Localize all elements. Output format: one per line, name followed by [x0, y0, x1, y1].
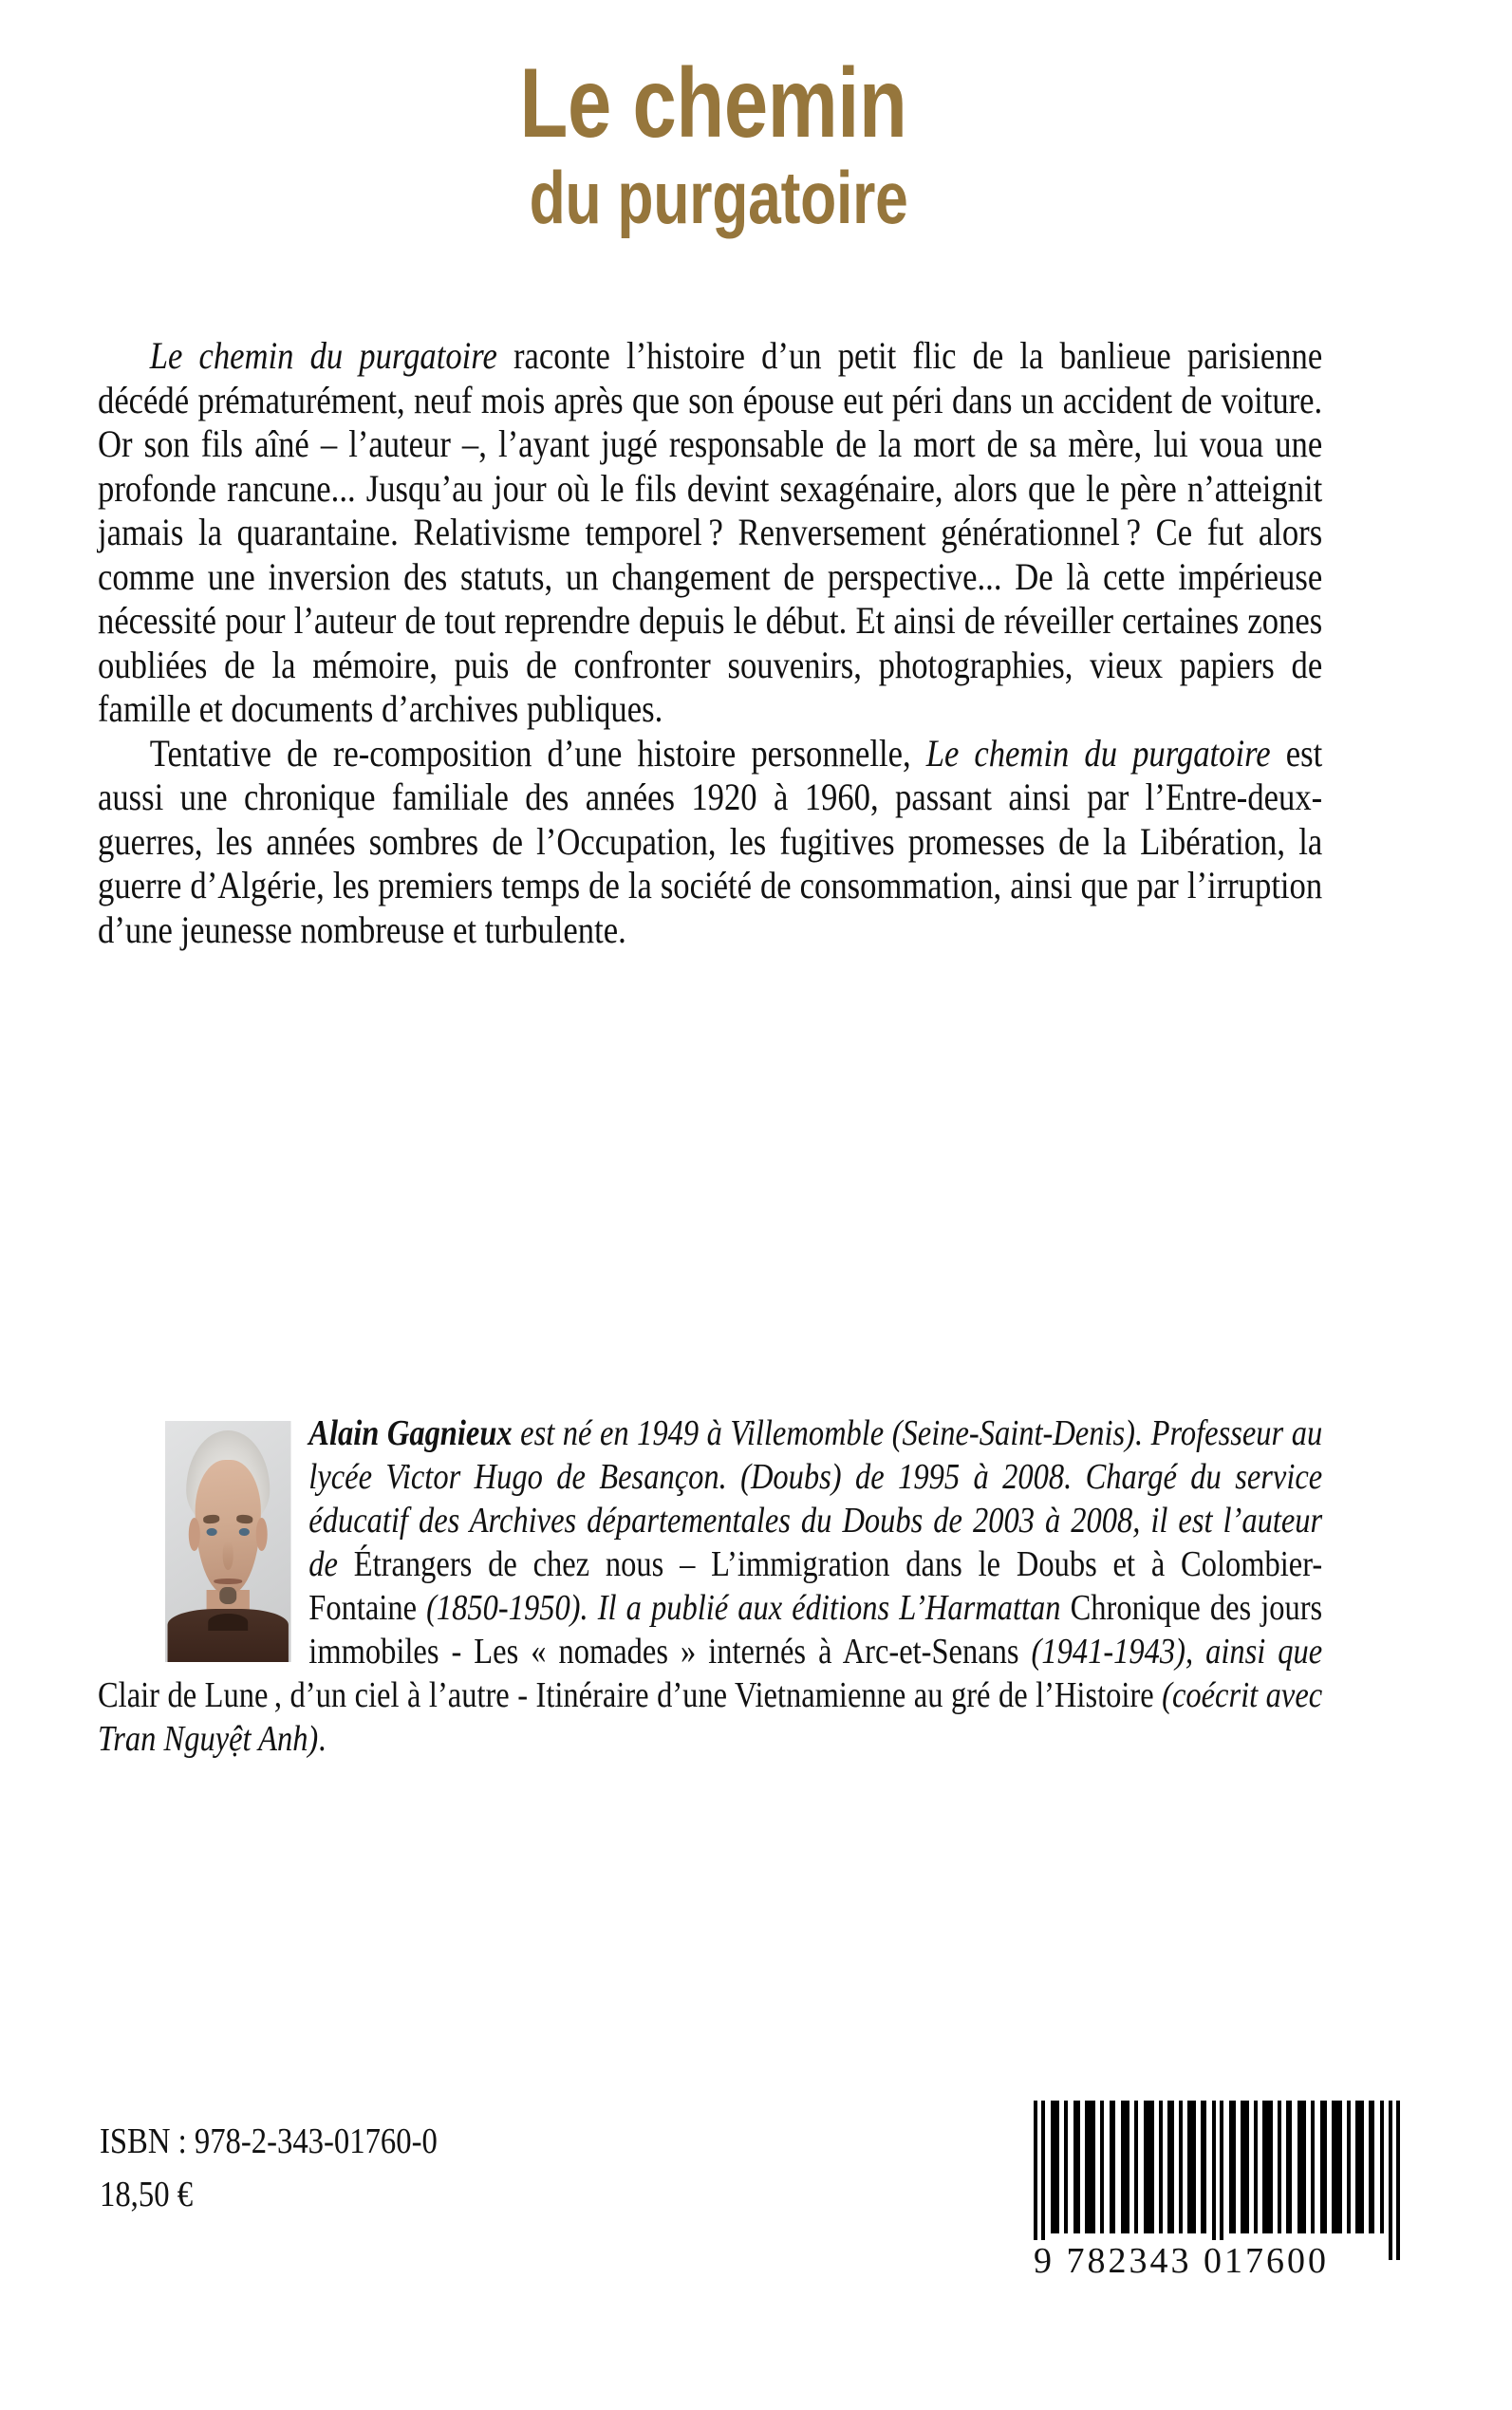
bio-work-2-title: Chronique des jours immobiles - Les « nomades » internés à Arc-et-Senans: [308, 1588, 1323, 1672]
portrait-eyebrow-right: [236, 1514, 253, 1523]
author-name: Alain Gagnieux: [308, 1413, 513, 1453]
isbn-text: ISBN : 978-2-343-01760-0: [100, 2121, 438, 2161]
portrait-mouth: [215, 1579, 242, 1584]
bio-segment-5: .: [318, 1719, 327, 1759]
author-portrait-photo: [165, 1421, 291, 1662]
bio-work-1-title: Étrangers de chez nous – L’immigration dans le Doubs et à Colombier-Fontaine: [308, 1544, 1323, 1628]
blurb-paragraph-1: [98, 334, 1322, 732]
bio-segment-2: . Il a publié aux éditions L’Harmattan: [580, 1588, 1071, 1628]
blurb-paragraph-1-rest: raconte l’histoire d’un petit flic de la banlieue parisienne décédé prématurément, neuf mois après que son épouse eut péri dans un accident de voiture. Or son fils aîné – l’auteur –, l’ayant jugé responsable de la mort de sa mère, lui voua une profonde rancune... Jusqu’au jour où le fils devint sexagénaire, alors que le père n’atteignit jamais la quarantaine. Relativisme temporel ? Renversement générationnel ? Ce fut alors comme une inversion des statuts, un changement de perspective... De là cette impérieuse nécessité pour l’auteur de tout reprendre depuis le début. Et ainsi de réveiller certaines zones oubliées de la mémoire, puis de confronter souvenirs, photographies, vieux papiers de famille et documents d’archives publiques.: [98, 334, 1323, 730]
portrait-nose: [223, 1541, 233, 1570]
price-text: 18,50 €: [100, 2175, 194, 2214]
bio-segment-3: , ainsi que: [1185, 1632, 1323, 1672]
blurb-italic-title-1: Le chemin du purgatoire: [149, 334, 497, 377]
blurb-paragraph-2-rest: est aussi une chronique familiale des années 1920 à 1960, passant ainsi par l’Entre-deux-guerres, les années sombres de l’Occupation, les fugitives promesses de la Libération, la guerre d’Algérie, les premiers temps de la société de consommation, ainsi que par l’irruption d’une jeunesse nombreuse et turbulente.: [98, 731, 1323, 951]
bio-work-3-title: Clair de Lune , d’un ciel à l’autre - Itinéraire d’une Vietnamienne au gré de l’Histoire: [98, 1675, 1163, 1715]
portrait-ear-right: [255, 1518, 267, 1552]
blurb-text: [98, 334, 1322, 952]
portrait-goatee: [219, 1587, 237, 1604]
portrait-collar: [208, 1614, 248, 1631]
bio-segment-4: (coécrit avec Tran Nguyệt Anh): [98, 1675, 1323, 1759]
book-title-line-2: du purgatoire: [529, 156, 908, 240]
barcode-bars-icon: [1028, 2101, 1417, 2260]
blurb-paragraph-2-lead: Tentative de re-composition d’une histoire personnelle,: [149, 731, 926, 775]
bio-work-1-dates: (1850-1950): [426, 1588, 581, 1628]
author-bio: [98, 1411, 1322, 1761]
title-block: [0, 48, 1512, 240]
book-title-line-1: Le chemin: [519, 48, 907, 159]
barcode-number: 9 782343 017600: [1028, 2240, 1329, 2282]
bio-segment-1: est né en 1949 à Villemomble (Seine-Saint-Denis). Professeur au lycée Victor Hugo de Besançon. (Doubs) de 1995 à 2008. Chargé du service éducatif des Archives départementales du Doubs de 2003 à 2008, il est l’auteur de: [308, 1413, 1323, 1584]
portrait-eye-right: [239, 1528, 250, 1536]
isbn-price-block: [100, 2115, 438, 2221]
blurb-italic-title-2: Le chemin du purgatoire: [925, 731, 1271, 775]
portrait-eye-left: [207, 1528, 217, 1536]
bio-work-2-dates: (1941-1943): [1031, 1632, 1185, 1672]
ean13-barcode: [1028, 2101, 1417, 2282]
blurb-paragraph-2: [98, 732, 1322, 953]
